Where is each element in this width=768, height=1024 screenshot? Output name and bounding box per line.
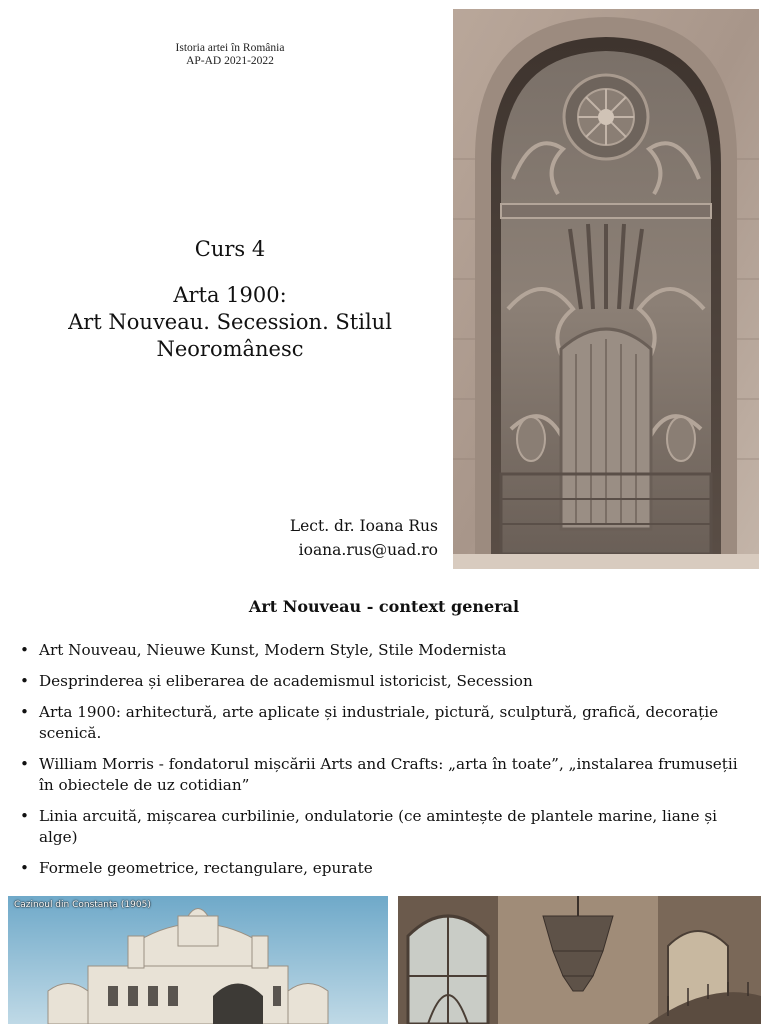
course-header bbox=[120, 42, 340, 68]
bullet-dot: • bbox=[20, 859, 29, 877]
bullet-list bbox=[20, 640, 745, 889]
bullet-dot: • bbox=[20, 807, 29, 825]
slide-heading: Art Nouveau - context general bbox=[248, 597, 520, 616]
bullet-item bbox=[20, 671, 745, 692]
bullet-item bbox=[20, 702, 745, 744]
bullet-item bbox=[20, 858, 745, 879]
title-line-3: Neoromânesc bbox=[156, 337, 304, 361]
interior-illustration bbox=[398, 896, 761, 1024]
header-subject: Istoria artei în România bbox=[175, 42, 285, 54]
bullet-dot: • bbox=[20, 703, 29, 721]
author-name: Lect. dr. Ioana Rus bbox=[289, 517, 438, 535]
author-email: ioana.rus@uad.ro bbox=[298, 541, 438, 559]
bullet-text: Arta 1900: arhitectură, arte aplicate și industriale, pictură, sculptură, grafică, decorație scenică. bbox=[39, 703, 719, 742]
bullet-dot: • bbox=[20, 672, 29, 690]
title-line-1: Arta 1900: bbox=[173, 283, 287, 307]
header-year: AP-AD 2021-2022 bbox=[186, 55, 274, 67]
bullet-item bbox=[20, 640, 745, 661]
casino-illustration bbox=[8, 896, 388, 1024]
bullet-dot: • bbox=[20, 755, 29, 773]
bullet-dot: • bbox=[20, 641, 29, 659]
slide-title-block bbox=[30, 236, 430, 363]
casino-photo bbox=[8, 896, 388, 1024]
bullet-text: Formele geometrice, rectangulare, epurate bbox=[39, 859, 373, 877]
bullet-text: Linia arcuită, mișcarea curbilinie, ondulatorie (ce amintește de plantele marine, liane și alge) bbox=[39, 807, 718, 846]
bullet-item bbox=[20, 806, 745, 848]
bullet-text: Art Nouveau, Nieuwe Kunst, Modern Style, Stile Modernista bbox=[39, 641, 507, 659]
art-nouveau-door-photo bbox=[453, 9, 759, 569]
casino-caption: Cazinoul din Constanța (1905) bbox=[14, 900, 151, 910]
course-number: Curs 4 bbox=[194, 237, 266, 261]
bullet-text: William Morris - fondatorul mișcării Arts and Crafts: „arta în toate”, „instalarea frumuseții în obiectele de uz cotidian” bbox=[39, 755, 738, 794]
author-block bbox=[240, 514, 438, 562]
title-line-2: Art Nouveau. Secession. Stilul bbox=[68, 310, 392, 334]
interior-photo bbox=[398, 896, 761, 1024]
bullet-item bbox=[20, 754, 745, 796]
bullet-text: Desprinderea și eliberarea de academismul istoricist, Secession bbox=[39, 672, 533, 690]
